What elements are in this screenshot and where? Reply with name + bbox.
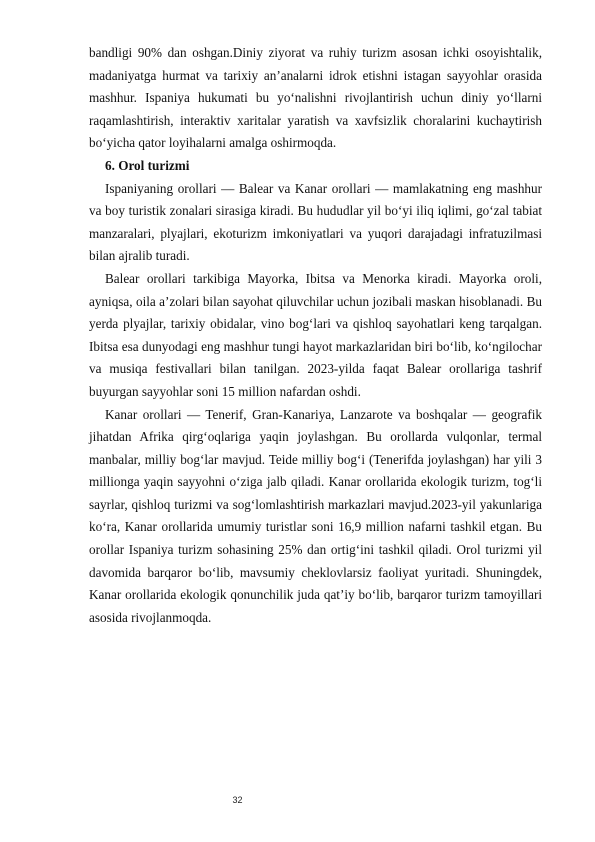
section-heading-island-tourism: 6. Orol turizmi	[105, 157, 190, 173]
paragraph-balearic-islands: Balear orollari tarkibiga Mayorka, Ibitsa va Menorka kiradi. Mayorka oroli, ayniqsa, oila a’zolari bilan sayohat qiluvchilar uchun jozibali maskan hisoblanadi. Bu yerda plyajlar, tarixiy obidalar, vino bog‘lari va qishloq sayohatlari keng tarqalgan. Ibitsa esa dunyodagi eng mashhur tungi hayot markazlaridan biri bo‘lib, ko‘ngilochar va musiqa festivallari bilan tanilgan. 2023-yilda faqat Balear orollariga tashrif buyurgan sayyohlar soni 15 million nafardan oshdi.	[89, 270, 542, 399]
page-body	[89, 42, 542, 629]
paragraph-canary-islands: Kanar orollari — Tenerif, Gran-Kanariya, Lanzarote va boshqalar — geografik jihatdan Afrika qirg‘oqlariga yaqin joylashgan. Bu orollarda vulqonlar, termal manbalar, milliy bog‘lar mavjud. Teide milliy bog‘i (Tenerifda joylashgan) har yili 3 millionga yaqin sayyohni o‘ziga jalb qiladi. Kanar orollarida ekologik turizm, tog‘li sayrlar, qishloq turizmi va sog‘lomlashtirish markazlari mavjud.2023-yil yakunlariga ko‘ra, Kanar orollarida umumiy turistlar soni 16,9 million nafarni tashkil etgan. Bu orollar Ispaniya turizm sohasining 25% dan ortig‘ini tashkil qiladi. Orol turizmi yil davomida barqaror bo‘lib, mavsumiy cheklovlarsiz faoliyat yuritadi. Shuningdek, Kanar orollarida ekologik qonunchilik juda qat’iy bo‘lib, barqaror turizm tamoyillari asosida rivojlanmoqda.	[89, 406, 542, 625]
page-number: 32	[232, 795, 243, 805]
paragraph-intro-continuation: bandligi 90% dan oshgan.Diniy ziyorat va ruhiy turizm asosan ichki osoyishtalik, madaniyatga hurmat va tarixiy an’analarni idrok etishni istagan sayyohlar orasida mashhur. Ispaniya hukumati bu yo‘nalishni rivojlantirish uchun diniy yo‘llarni raqamlashtirish, interaktiv xaritalar yaratish va xavfsizlik choralarini kuchaytirish bo‘yicha qator loyihalarni amalga oshirmoqda.	[89, 45, 542, 151]
paragraph-islands-overview: Ispaniyaning orollari — Balear va Kanar orollari — mamlakatning eng mashhur va boy turistik zonalari sirasiga kiradi. Bu hududlar yil bo‘yi iliq iqlimi, go‘zal tabiat manzaralari, plyajlari, ekoturizm imkoniyatlari va yuqori darajadagi infratuzilmasi bilan ajralib turadi.	[89, 180, 542, 264]
